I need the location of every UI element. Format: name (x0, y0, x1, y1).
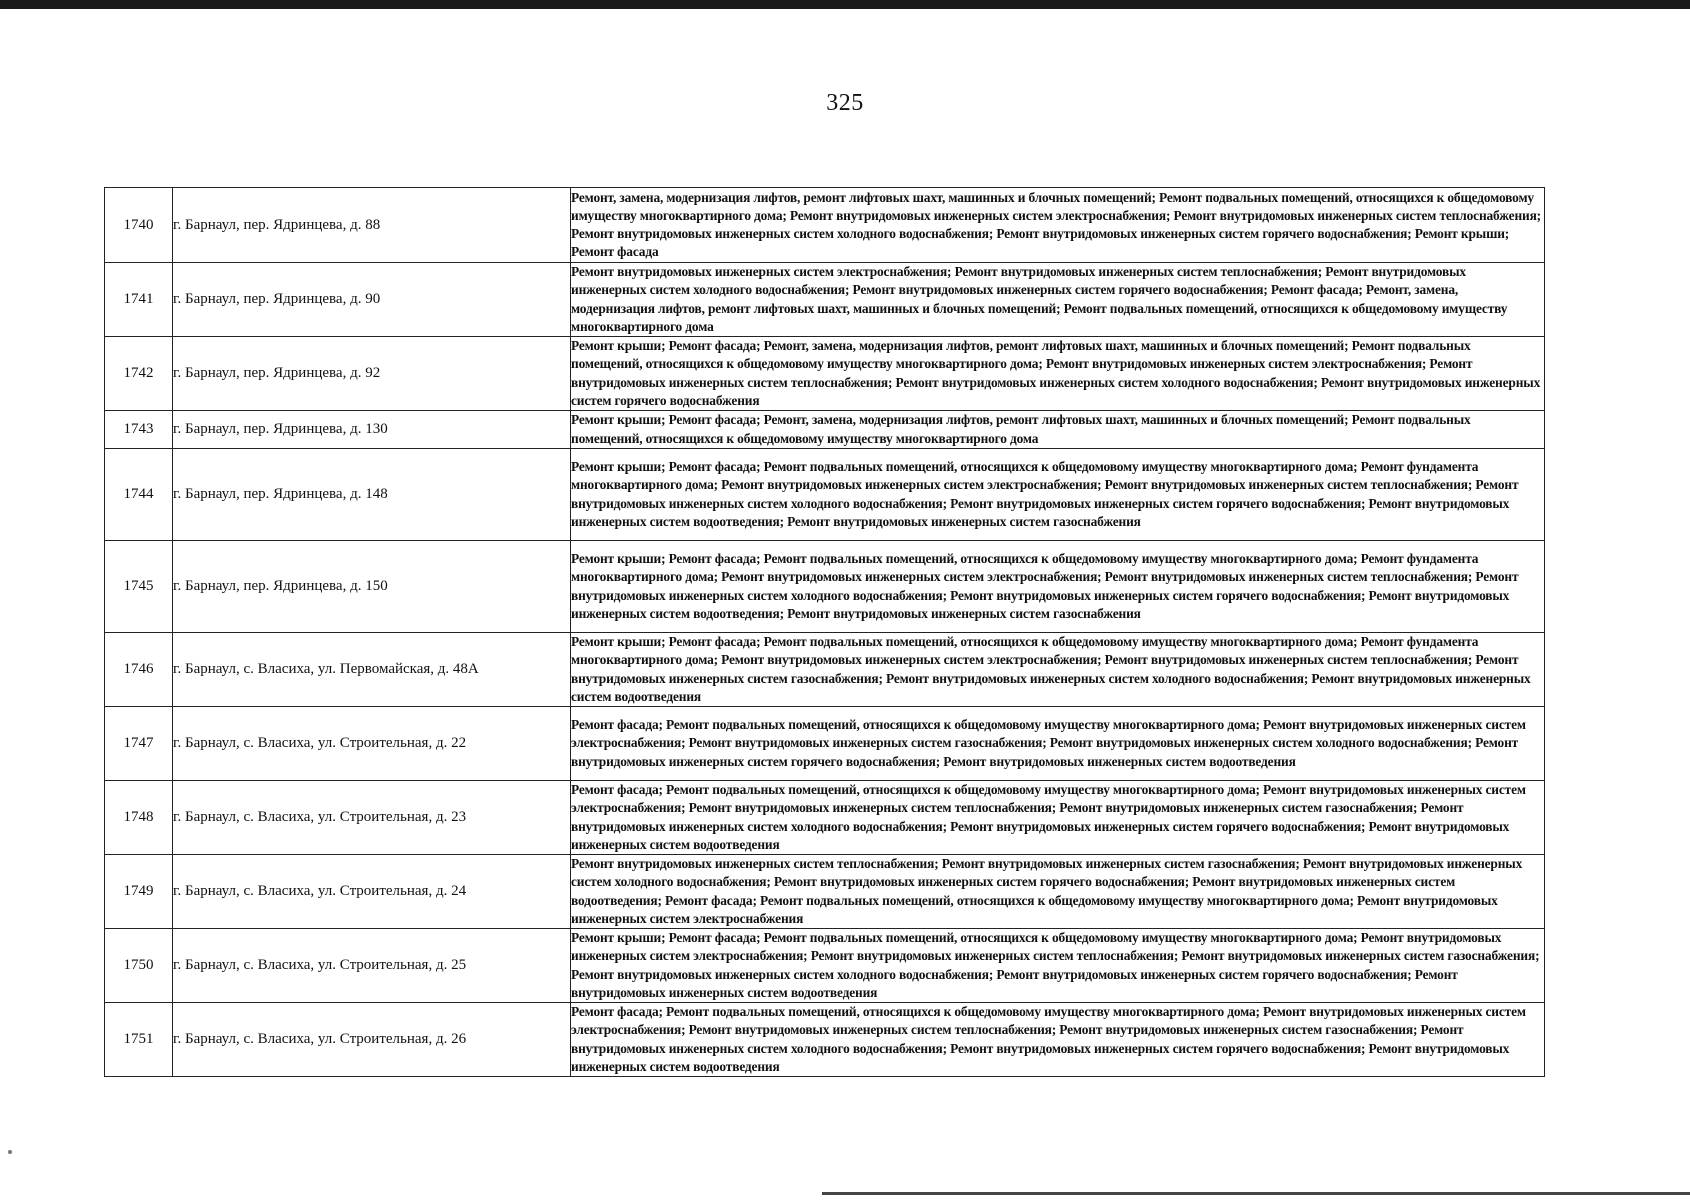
row-address: г. Барнаул, пер. Ядринцева, д. 130 (173, 411, 571, 449)
row-address: г. Барнаул, пер. Ядринцева, д. 150 (173, 541, 571, 633)
row-address: г. Барнаул, пер. Ядринцева, д. 88 (173, 188, 571, 263)
table-row (105, 541, 1545, 633)
row-number: 1751 (105, 1003, 173, 1077)
row-number: 1745 (105, 541, 173, 633)
row-number: 1741 (105, 263, 173, 337)
table-row (105, 1003, 1545, 1077)
row-works: Ремонт крыши; Ремонт фасада; Ремонт подвальных помещений, относящихся к общедомовому имуществу многоквартирного дома; Ремонт фундамента многоквартирного дома; Ремонт внутридомовых инженерных систем электроснабжения; Ремонт внутридомовых инженерных систем теплоснабжения; Ремонт внутридомовых инженерных систем холодного водоснабжения; Ремонт внутридомовых инженерных систем горячего водоснабжения; Ремонт внутридомовых инженерных систем водоотведения; Ремонт внутридомовых инженерных систем газоснабжения (571, 449, 1545, 541)
row-works: Ремонт фасада; Ремонт подвальных помещений, относящихся к общедомовому имуществу многоквартирного дома; Ремонт внутридомовых инженерных систем электроснабжения; Ремонт внутридомовых инженерных систем газоснабжения; Ремонт внутридомовых инженерных систем холодного водоснабжения; Ремонт внутридомовых инженерных систем горячего водоснабжения; Ремонт внутридомовых инженерных систем водоотведения (571, 707, 1545, 781)
row-number: 1742 (105, 337, 173, 411)
row-works: Ремонт внутридомовых инженерных систем электроснабжения; Ремонт внутридомовых инженерных систем теплоснабжения; Ремонт внутридомовых инженерных систем холодного водоснабжения; Ремонт внутридомовых инженерных систем горячего водоснабжения; Ремонт фасада; Ремонт, замена, модернизация лифтов, ремонт лифтовых шахт, машинных и блочных помещений; Ремонт подвальных помещений, относящихся к общедомовому имуществу многоквартирного дома (571, 263, 1545, 337)
row-address: г. Барнаул, пер. Ядринцева, д. 148 (173, 449, 571, 541)
row-works: Ремонт фасада; Ремонт подвальных помещений, относящихся к общедомовому имуществу многоквартирного дома; Ремонт внутридомовых инженерных систем электроснабжения; Ремонт внутридомовых инженерных систем теплоснабжения; Ремонт внутридомовых инженерных систем газоснабжения; Ремонт внутридомовых инженерных систем холодного водоснабжения; Ремонт внутридомовых инженерных систем горячего водоснабжения; Ремонт внутридомовых инженерных систем водоотведения (571, 1003, 1545, 1077)
row-works: Ремонт крыши; Ремонт фасада; Ремонт, замена, модернизация лифтов, ремонт лифтовых шахт, машинных и блочных помещений; Ремонт подвальных помещений, относящихся к общедомовому имуществу многоквартирного дома (571, 411, 1545, 449)
row-number: 1740 (105, 188, 173, 263)
table-row (105, 929, 1545, 1003)
table-row (105, 411, 1545, 449)
row-number: 1746 (105, 633, 173, 707)
row-number: 1749 (105, 855, 173, 929)
row-works: Ремонт крыши; Ремонт фасада; Ремонт, замена, модернизация лифтов, ремонт лифтовых шахт, машинных и блочных помещений; Ремонт подвальных помещений, относящихся к общедомовому имуществу многоквартирного дома; Ремонт внутридомовых инженерных систем электроснабжения; Ремонт внутридомовых инженерных систем теплоснабжения; Ремонт внутридомовых инженерных систем холодного водоснабжения; Ремонт внутридомовых инженерных систем горячего водоснабжения (571, 337, 1545, 411)
row-number: 1743 (105, 411, 173, 449)
top-border-rule (0, 0, 1690, 9)
table-row (105, 707, 1545, 781)
table-body (105, 188, 1545, 1077)
row-works: Ремонт фасада; Ремонт подвальных помещений, относящихся к общедомовому имуществу многоквартирного дома; Ремонт внутридомовых инженерных систем электроснабжения; Ремонт внутридомовых инженерных систем теплоснабжения; Ремонт внутридомовых инженерных систем газоснабжения; Ремонт внутридомовых инженерных систем холодного водоснабжения; Ремонт внутридомовых инженерных систем горячего водоснабжения; Ремонт внутридомовых инженерных систем водоотведения (571, 781, 1545, 855)
bottom-border-rule (822, 1192, 1690, 1195)
row-works: Ремонт крыши; Ремонт фасада; Ремонт подвальных помещений, относящихся к общедомовому имуществу многоквартирного дома; Ремонт внутридомовых инженерных систем электроснабжения; Ремонт внутридомовых инженерных систем теплоснабжения; Ремонт внутридомовых инженерных систем газоснабжения; Ремонт внутридомовых инженерных систем холодного водоснабжения; Ремонт внутридомовых инженерных систем горячего водоснабжения; Ремонт внутридомовых инженерных систем водоотведения (571, 929, 1545, 1003)
row-address: г. Барнаул, пер. Ядринцева, д. 90 (173, 263, 571, 337)
row-number: 1750 (105, 929, 173, 1003)
row-works: Ремонт, замена, модернизация лифтов, ремонт лифтовых шахт, машинных и блочных помещений; Ремонт подвальных помещений, относящихся к общедомовому имуществу многоквартирного дома; Ремонт внутридомовых инженерных систем электроснабжения; Ремонт внутридомовых инженерных систем теплоснабжения; Ремонт внутридомовых инженерных систем холодного водоснабжения; Ремонт внутридомовых инженерных систем горячего водоснабжения; Ремонт крыши; Ремонт фасада (571, 188, 1545, 263)
row-address: г. Барнаул, с. Власиха, ул. Строительная, д. 23 (173, 781, 571, 855)
table-row (105, 188, 1545, 263)
row-address: г. Барнаул, пер. Ядринцева, д. 92 (173, 337, 571, 411)
table-row (105, 449, 1545, 541)
table-row (105, 337, 1545, 411)
row-address: г. Барнаул, с. Власиха, ул. Первомайская, д. 48А (173, 633, 571, 707)
page-number: 325 (826, 90, 864, 116)
table-row (105, 855, 1545, 929)
row-works: Ремонт крыши; Ремонт фасада; Ремонт подвальных помещений, относящихся к общедомовому имуществу многоквартирного дома; Ремонт фундамента многоквартирного дома; Ремонт внутридомовых инженерных систем электроснабжения; Ремонт внутридомовых инженерных систем теплоснабжения; Ремонт внутридомовых инженерных систем газоснабжения; Ремонт внутридомовых инженерных систем холодного водоснабжения; Ремонт внутридомовых инженерных систем водоотведения (571, 633, 1545, 707)
table-row (105, 633, 1545, 707)
table-row (105, 781, 1545, 855)
repair-registry-table (104, 187, 1545, 1077)
row-address: г. Барнаул, с. Власиха, ул. Строительная, д. 25 (173, 929, 571, 1003)
row-works: Ремонт крыши; Ремонт фасада; Ремонт подвальных помещений, относящихся к общедомовому имуществу многоквартирного дома; Ремонт фундамента многоквартирного дома; Ремонт внутридомовых инженерных систем электроснабжения; Ремонт внутридомовых инженерных систем теплоснабжения; Ремонт внутридомовых инженерных систем холодного водоснабжения; Ремонт внутридомовых инженерных систем горячего водоснабжения; Ремонт внутридомовых инженерных систем водоотведения; Ремонт внутридомовых инженерных систем газоснабжения (571, 541, 1545, 633)
row-address: г. Барнаул, с. Власиха, ул. Строительная, д. 22 (173, 707, 571, 781)
row-number: 1747 (105, 707, 173, 781)
row-number: 1744 (105, 449, 173, 541)
row-works: Ремонт внутридомовых инженерных систем теплоснабжения; Ремонт внутридомовых инженерных систем газоснабжения; Ремонт внутридомовых инженерных систем холодного водоснабжения; Ремонт внутридомовых инженерных систем горячего водоснабжения; Ремонт внутридомовых инженерных систем водоотведения; Ремонт фасада; Ремонт подвальных помещений, относящихся к общедомовому имуществу многоквартирного дома; Ремонт внутридомовых инженерных систем электроснабжения (571, 855, 1545, 929)
row-number: 1748 (105, 781, 173, 855)
table-row (105, 263, 1545, 337)
row-address: г. Барнаул, с. Власиха, ул. Строительная, д. 24 (173, 855, 571, 929)
scan-speck (8, 1150, 12, 1154)
row-address: г. Барнаул, с. Власиха, ул. Строительная, д. 26 (173, 1003, 571, 1077)
